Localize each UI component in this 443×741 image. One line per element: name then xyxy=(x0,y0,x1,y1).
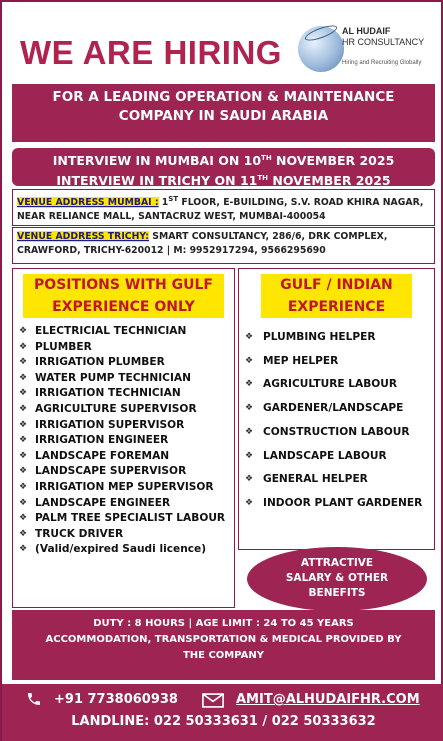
diamond-bullet-icon: ❖ xyxy=(245,497,254,508)
gulf-positions-panel xyxy=(12,268,235,608)
phone-icon xyxy=(26,690,42,708)
gulf-positions-list xyxy=(13,324,234,558)
phone-number[interactable]: +91 7738060938 xyxy=(54,692,178,707)
interview-mumbai-date: NOVEMBER 2025 xyxy=(271,153,395,169)
terms-line3: THE COMPANY xyxy=(182,650,265,661)
list-item-label: (Valid/expired Saudi licence) xyxy=(35,543,207,556)
diamond-bullet-icon: ❖ xyxy=(19,497,28,508)
venue-trichy xyxy=(12,227,435,264)
diamond-bullet-icon: ❖ xyxy=(245,379,254,390)
gulf-indian-title-line1: GULF / INDIAN xyxy=(280,277,393,293)
interview-mumbai-sup: TH xyxy=(261,154,272,162)
list-item-label: INDOOR PLANT GARDENER xyxy=(263,496,423,509)
list-item xyxy=(19,355,234,371)
venue-mumbai-sup: ST xyxy=(168,195,179,203)
diamond-bullet-icon: ❖ xyxy=(19,481,28,492)
list-item xyxy=(19,480,234,496)
list-item xyxy=(19,340,234,356)
salary-line3: BENEFITS xyxy=(308,587,366,599)
intro-banner xyxy=(12,84,435,142)
list-item xyxy=(19,402,234,418)
envelope-icon xyxy=(202,693,224,708)
email-link[interactable]: AMIT@ALHUDAIFHR.COM xyxy=(236,692,420,707)
diamond-bullet-icon: ❖ xyxy=(19,326,28,336)
venue-mumbai-floor: 1 xyxy=(158,197,169,209)
list-item xyxy=(245,326,434,350)
diamond-bullet-icon: ❖ xyxy=(19,435,28,446)
logo-line1: AL HUDAIF xyxy=(342,26,391,36)
list-item xyxy=(245,421,434,445)
interview-mumbai-text: INTERVIEW IN MUMBAI ON 10 xyxy=(52,153,262,169)
list-item-label: ELECTRICIAL TECHNICIAN xyxy=(35,325,187,337)
diamond-bullet-icon: ❖ xyxy=(19,528,28,539)
list-item-label: IRRIGATION PLUMBER xyxy=(35,356,165,369)
diamond-bullet-icon: ❖ xyxy=(245,474,254,485)
diamond-bullet-icon: ❖ xyxy=(245,332,254,342)
terms-line1: DUTY : 8 HOURS | AGE LIMIT : 24 TO 45 YEARS xyxy=(93,618,354,629)
list-item xyxy=(19,496,234,512)
list-item xyxy=(19,418,234,434)
diamond-bullet-icon: ❖ xyxy=(19,419,28,430)
list-item-label: TRUCK DRIVER xyxy=(35,527,124,540)
venue-trichy-label: VENUE ADDRESS TRICHY: xyxy=(17,231,150,242)
list-item-label: IRRIGATION ENGINEER xyxy=(35,434,169,447)
company-logo xyxy=(298,22,428,82)
list-item-label: LANDSCAPE FOREMAN xyxy=(35,449,170,462)
list-item xyxy=(245,492,434,516)
list-item xyxy=(245,468,434,492)
venue-mumbai xyxy=(12,189,435,226)
list-item-label: CONSTRUCTION LABOUR xyxy=(263,425,410,438)
list-item xyxy=(245,445,434,469)
gulf-indian-title-line2: EXPERIENCE xyxy=(287,299,386,315)
salary-line1: ATTRACTIVE xyxy=(300,557,374,569)
list-item xyxy=(19,449,234,465)
diamond-bullet-icon: ❖ xyxy=(19,388,28,399)
list-item-label: PALM TREE SPECIALIST LABOUR xyxy=(35,512,226,525)
diamond-bullet-icon: ❖ xyxy=(245,450,254,461)
list-item-label: AGRICULTURE LABOUR xyxy=(263,378,398,391)
list-item-label: IRRIGATION MEP SUPERVISOR xyxy=(35,480,214,493)
list-item-label: MEP HELPER xyxy=(263,354,339,367)
list-item xyxy=(19,511,234,527)
list-item-label: AGRICULTURE SUPERVISOR xyxy=(35,402,197,415)
gulf-positions-title-line2: EXPERIENCE ONLY xyxy=(52,299,195,315)
list-item xyxy=(19,433,234,449)
diamond-bullet-icon: ❖ xyxy=(245,426,254,437)
interview-trichy-text: INTERVIEW IN TRICHY ON 11 xyxy=(56,172,258,188)
terms-line2: ACCOMMODATION, TRANSPORTATION & MEDICAL PROVIDED BY xyxy=(45,634,402,645)
list-item xyxy=(245,397,434,421)
venue-trichy-address: SMART CONSULTANCY, 286/6, DRK COMPLEX, CRAWFORD, TRICHY-620012 | M: 9952917294, 9566295690 xyxy=(17,231,388,256)
list-item xyxy=(19,386,234,402)
diamond-bullet-icon: ❖ xyxy=(19,513,28,524)
gulf-indian-title xyxy=(261,274,412,318)
intro-line2: COMPANY IN SAUDI ARABIA xyxy=(118,108,329,124)
intro-line1: FOR A LEADING OPERATION & MAINTENANCE xyxy=(52,89,395,105)
salary-badge xyxy=(247,547,427,611)
interview-trichy-sup: TH xyxy=(257,173,268,182)
logo-line2: HR CONSULTANCY xyxy=(342,37,425,47)
list-item-label: IRRIGATION SUPERVISOR xyxy=(35,418,185,431)
diamond-bullet-icon: ❖ xyxy=(19,403,28,414)
diamond-bullet-icon: ❖ xyxy=(245,403,254,414)
gulf-indian-panel xyxy=(238,268,435,550)
list-item-label: LANDSCAPE SUPERVISOR xyxy=(35,465,187,478)
list-item xyxy=(19,371,234,387)
list-item-label: GARDENER/LANDSCAPE xyxy=(263,402,404,415)
list-item xyxy=(245,350,434,374)
contact-row xyxy=(22,690,432,710)
list-item xyxy=(19,542,234,558)
diamond-bullet-icon: ❖ xyxy=(19,341,28,352)
diamond-bullet-icon: ❖ xyxy=(19,372,28,383)
interview-mumbai xyxy=(12,150,435,170)
list-item-label: LANDSCAPE LABOUR xyxy=(263,449,387,462)
venue-mumbai-label: VENUE ADDRESS MUMBAI : xyxy=(17,197,159,209)
diamond-bullet-icon: ❖ xyxy=(19,466,28,477)
diamond-bullet-icon: ❖ xyxy=(245,355,254,366)
list-item-label: LANDSCAPE ENGINEER xyxy=(35,496,171,509)
contact-bar xyxy=(2,684,443,741)
gulf-positions-title-line1: POSITIONS WITH GULF xyxy=(34,277,213,293)
interview-trichy xyxy=(12,170,435,190)
logo-tagline: Hiring and Recruiting Globally xyxy=(342,60,422,66)
list-item-label: PLUMBER xyxy=(35,340,92,353)
list-item-label: WATER PUMP TECHNICIAN xyxy=(35,371,191,384)
list-item-label: PLUMBING HELPER xyxy=(263,331,376,343)
diamond-bullet-icon: ❖ xyxy=(19,544,28,555)
landline-text: LANDLINE: 022 50333631 / 022 50333632 xyxy=(71,714,376,729)
list-item-label: IRRIGATION TECHNICIAN xyxy=(35,387,181,400)
interview-banner xyxy=(12,148,435,186)
gulf-indian-list xyxy=(239,326,434,516)
venue-mumbai-address: FLOOR, E-BUILDING, S.V. ROAD KHIRA NAGAR, NEAR RELIANCE MALL, SANTACRUZ WEST, MUMBAI-400054 xyxy=(17,197,424,223)
headline: WE ARE HIRING xyxy=(20,34,282,71)
salary-line2: SALARY & OTHER xyxy=(285,572,389,584)
interview-trichy-date: NOVEMBER 2025 xyxy=(268,172,391,188)
list-item xyxy=(19,464,234,480)
list-item xyxy=(245,373,434,397)
list-item xyxy=(19,324,234,340)
terms-banner xyxy=(12,610,435,680)
gulf-positions-title xyxy=(23,274,224,318)
list-item xyxy=(19,527,234,543)
diamond-bullet-icon: ❖ xyxy=(19,357,28,368)
logo-brand xyxy=(342,26,424,48)
diamond-bullet-icon: ❖ xyxy=(19,450,28,461)
list-item-label: GENERAL HELPER xyxy=(263,473,368,486)
